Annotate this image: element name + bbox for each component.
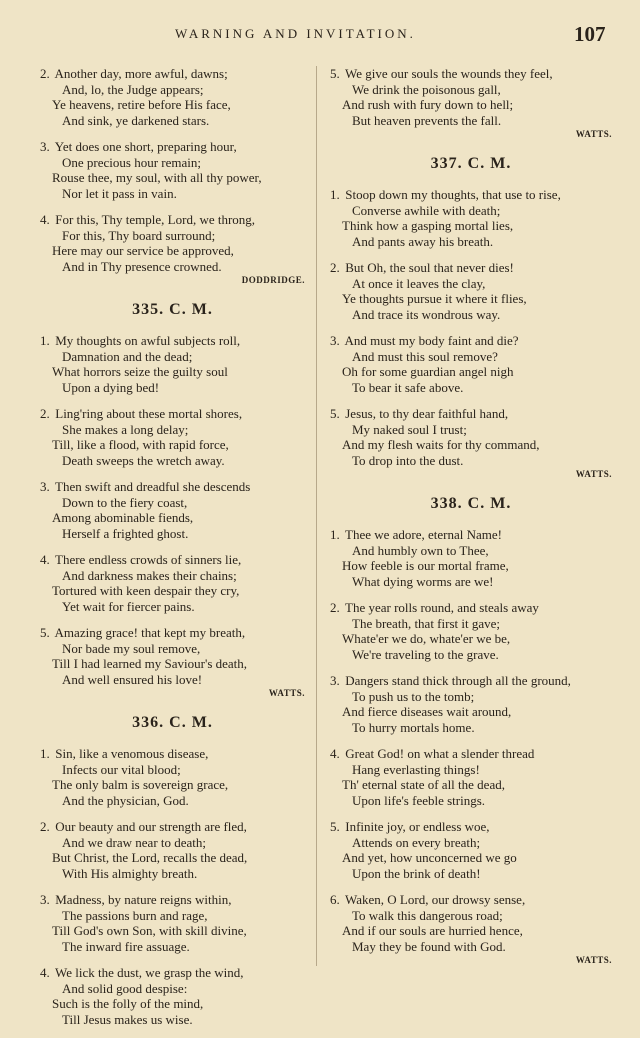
verse-text: Tortured with keen despair they cry, — [52, 583, 240, 598]
verse-text: And we draw near to death; — [62, 834, 207, 850]
verse-line — [40, 599, 305, 615]
verse-text: Death sweeps the wretch away. — [62, 452, 225, 468]
verse-text: And fierce diseases wait around, — [342, 704, 512, 719]
hymn-title-336: 336. C. M. — [132, 714, 213, 731]
verse-line — [40, 212, 305, 228]
verse-text: For this, Thy temple, Lord, we throng, — [55, 212, 256, 227]
stanza — [40, 746, 305, 808]
verse-line — [40, 981, 305, 997]
verse-text: Ling'ring about these mortal shores, — [55, 406, 243, 421]
continued-hymn — [330, 66, 612, 128]
verse-text: Th' eternal state of all the dead, — [342, 777, 505, 792]
verse-line — [330, 939, 612, 955]
verse-text: And my flesh waits for thy command, — [342, 437, 540, 452]
verse-text: And humbly own to Thee, — [352, 542, 489, 558]
verse-text: May they be found with God. — [352, 938, 506, 954]
stanza — [330, 187, 612, 249]
verse-line — [330, 574, 612, 590]
verse-text: Our beauty and our strength are fled, — [55, 819, 247, 834]
verse-line — [40, 113, 305, 129]
verse-text: Think how a gasping mortal lies, — [342, 218, 514, 233]
verse-text: Another day, more awful, dawns; — [54, 66, 228, 81]
verse-line — [330, 203, 612, 219]
verse-line — [330, 720, 612, 736]
stanza — [330, 260, 612, 322]
stanza — [40, 625, 305, 687]
stanza-number: 1. — [40, 333, 50, 348]
verse-line — [330, 746, 612, 762]
verse-line — [330, 380, 612, 396]
verse-text: To bear it safe above. — [352, 379, 464, 395]
verse-line — [330, 97, 612, 113]
verse-line — [330, 850, 612, 866]
verse-line — [330, 260, 612, 276]
stanza-number: 4. — [40, 552, 50, 567]
verse-text: How feeble is our mortal frame, — [342, 558, 509, 573]
verse-line — [40, 437, 305, 453]
verse-line — [40, 819, 305, 835]
verse-text: Upon life's feeble strings. — [352, 792, 486, 808]
stanza-number: 2. — [40, 819, 50, 834]
stanza-number: 1. — [330, 527, 340, 542]
stanza — [330, 527, 612, 589]
verse-line — [40, 866, 305, 882]
verse-line — [40, 641, 305, 657]
verse-text: Infects our vital blood; — [62, 761, 181, 777]
verse-line — [40, 349, 305, 365]
stanza-number: 5. — [330, 406, 340, 421]
verse-text: Amazing grace! that kept my breath, — [54, 625, 246, 640]
verse-text: The year rolls round, and steals away — [345, 600, 539, 615]
stanza-number: 5. — [330, 819, 340, 834]
hymn-335 — [40, 333, 305, 687]
verse-text: Infinite joy, or endless woe, — [345, 819, 490, 834]
hymn-title-337: 337. C. M. — [430, 155, 512, 172]
stanza — [330, 600, 612, 662]
verse-line — [330, 187, 612, 203]
verse-text: And must my body faint and die? — [344, 333, 519, 348]
verse-text: We lick the dust, we grasp the wind, — [55, 965, 244, 980]
verse-text: Hang everlasting things! — [352, 761, 480, 777]
stanza-number: 3. — [40, 139, 50, 154]
verse-line — [330, 835, 612, 851]
stanza — [40, 892, 305, 954]
stanza-number: 1. — [330, 187, 340, 202]
running-title: WARNING AND INVITATION. — [175, 26, 416, 41]
hymn-title-338: 338. C. M. — [430, 495, 512, 512]
page-number: 107 — [574, 22, 606, 46]
stanza — [330, 333, 612, 395]
stanza-number: 1. — [40, 746, 50, 761]
verse-text: Till God's own Son, with skill divine, — [52, 923, 247, 938]
verse-line — [330, 762, 612, 778]
verse-text: But Christ, the Lord, recalls the dead, — [52, 850, 248, 865]
verse-text: Ye heavens, retire before His face, — [52, 97, 231, 112]
stanza-number: 3. — [40, 892, 50, 907]
verse-line — [330, 291, 612, 307]
verse-text: But Oh, the soul that never dies! — [345, 260, 514, 275]
verse-text: With His almighty breath. — [62, 865, 198, 881]
hymn-author: WATTS. — [575, 955, 612, 965]
verse-line — [330, 908, 612, 924]
verse-line — [330, 437, 612, 453]
stanza — [330, 746, 612, 808]
verse-line — [40, 923, 305, 939]
verse-line — [330, 704, 612, 720]
verse-text: My thoughts on awful subjects roll, — [55, 333, 241, 348]
verse-line — [40, 82, 305, 98]
verse-text: Damnation and the dead; — [62, 348, 193, 364]
verse-line — [40, 793, 305, 809]
verse-line — [330, 276, 612, 292]
stanza-number: 5. — [40, 625, 50, 640]
verse-line — [330, 866, 612, 882]
verse-text: But heaven prevents the fall. — [352, 112, 502, 128]
stanza — [330, 819, 612, 881]
stanza-number: 3. — [40, 479, 50, 494]
stanza-number: 4. — [330, 746, 340, 761]
verse-text: Till Jesus makes us wise. — [62, 1011, 193, 1027]
stanza — [40, 139, 305, 201]
verse-text: To drop into the dust. — [352, 452, 464, 468]
stanza-number: 5. — [330, 66, 340, 81]
verse-line — [330, 923, 612, 939]
verse-line — [40, 66, 305, 82]
verse-line — [330, 82, 612, 98]
verse-line — [40, 835, 305, 851]
verse-text: Whate'er we do, whate'er we be, — [342, 631, 511, 646]
stanza-number: 2. — [40, 66, 50, 81]
verse-text: Then swift and dreadful she descends — [55, 479, 251, 494]
verse-line — [40, 422, 305, 438]
verse-text: Oh for some guardian angel nigh — [342, 364, 514, 379]
stanza-number: 3. — [330, 333, 340, 348]
verse-line — [40, 656, 305, 672]
verse-text: What horrors seize the guilty soul — [52, 364, 228, 379]
verse-text: And must this soul remove? — [352, 348, 498, 364]
verse-line — [330, 307, 612, 323]
verse-text: To push us to the tomb; — [352, 688, 475, 704]
verse-text: Waken, O Lord, our drowsy sense, — [345, 892, 526, 907]
verse-line — [40, 364, 305, 380]
verse-text: Such is the folly of the mind, — [52, 996, 204, 1011]
verse-text: Yet does one short, preparing hour, — [54, 139, 237, 154]
verse-text: And trace its wondrous way. — [352, 306, 501, 322]
verse-line — [40, 568, 305, 584]
stanza-number: 4. — [40, 965, 50, 980]
verse-line — [40, 186, 305, 202]
verse-text: Ye thoughts pursue it where it flies, — [342, 291, 527, 306]
stanza-number: 6. — [330, 892, 340, 907]
verse-text: The inward fire assuage. — [62, 938, 190, 954]
stanza — [330, 892, 612, 954]
verse-text: Jesus, to thy dear faithful hand, — [345, 406, 509, 421]
verse-line — [40, 510, 305, 526]
verse-line — [40, 333, 305, 349]
hymn-author: WATTS. — [575, 129, 612, 139]
page-header — [0, 20, 640, 50]
stanza-number: 4. — [40, 212, 50, 227]
stanza — [40, 406, 305, 468]
verse-text: And if our souls are hurried hence, — [342, 923, 523, 938]
hymn-338 — [330, 527, 612, 954]
verse-text: One precious hour remain; — [62, 154, 201, 170]
verse-line — [330, 406, 612, 422]
verse-text: Yet wait for fiercer pains. — [62, 598, 195, 614]
verse-text: At once it leaves the clay, — [352, 275, 486, 291]
verse-line — [40, 170, 305, 186]
verse-text: And the physician, God. — [62, 792, 189, 808]
verse-line — [40, 746, 305, 762]
verse-line — [330, 819, 612, 835]
stanza-number: 2. — [330, 600, 340, 615]
verse-text: And well ensured his love! — [62, 671, 203, 687]
hymn-337 — [330, 187, 612, 468]
verse-line — [40, 406, 305, 422]
hymn-336 — [40, 746, 305, 1027]
verse-line — [330, 600, 612, 616]
verse-line — [330, 453, 612, 469]
stanza — [40, 552, 305, 614]
verse-text: Nor bade my soul remove, — [62, 640, 201, 656]
verse-line — [330, 234, 612, 250]
verse-line — [40, 380, 305, 396]
verse-text: Rouse thee, my soul, with all thy power, — [52, 170, 262, 185]
continued-hymn — [40, 66, 305, 274]
verse-line — [330, 333, 612, 349]
verse-line — [330, 647, 612, 663]
stanza — [330, 66, 612, 128]
stanza — [40, 479, 305, 541]
verse-line — [40, 526, 305, 542]
verse-text: Thee we adore, eternal Name! — [345, 527, 503, 542]
stanza-number: 3. — [330, 673, 340, 688]
verse-line — [40, 996, 305, 1012]
verse-text: Among abominable fiends, — [52, 510, 194, 525]
verse-line — [40, 939, 305, 955]
verse-text: Till, like a flood, with rapid force, — [52, 437, 229, 452]
verse-line — [330, 527, 612, 543]
verse-line — [40, 495, 305, 511]
verse-line — [330, 364, 612, 380]
verse-line — [330, 349, 612, 365]
verse-text: And sink, ye darkened stars. — [62, 112, 210, 128]
verse-text: Stoop down my thoughts, that use to rise, — [345, 187, 561, 202]
verse-line — [40, 850, 305, 866]
verse-text: Upon the brink of death! — [352, 865, 481, 881]
verse-line — [40, 228, 305, 244]
verse-text: Sin, like a venomous disease, — [55, 746, 209, 761]
verse-line — [330, 616, 612, 632]
verse-text: Here may our service be approved, — [52, 243, 234, 258]
verse-text: We give our souls the wounds they feel, — [345, 66, 553, 81]
verse-text: Madness, by nature reigns within, — [55, 892, 232, 907]
stanza — [40, 965, 305, 1027]
verse-text: To hurry mortals home. — [352, 719, 475, 735]
verse-line — [330, 689, 612, 705]
hymn-title-335: 335. C. M. — [132, 301, 213, 318]
verse-text: What dying worms are we! — [352, 573, 494, 589]
verse-line — [40, 1012, 305, 1028]
verse-line — [330, 673, 612, 689]
left-column — [40, 66, 305, 1038]
hymn-author: WATTS. — [575, 469, 612, 479]
verse-line — [40, 453, 305, 469]
verse-text: And in Thy presence crowned. — [62, 258, 222, 274]
verse-line — [40, 155, 305, 171]
stanza — [330, 673, 612, 735]
verse-line — [40, 259, 305, 275]
verse-line — [330, 793, 612, 809]
verse-text: Herself a frighted ghost. — [62, 525, 189, 541]
verse-line — [330, 543, 612, 559]
stanza — [330, 406, 612, 468]
verse-line — [40, 908, 305, 924]
verse-text: And solid good despise: — [62, 980, 188, 996]
verse-text: Dangers stand thick through all the ground, — [345, 673, 571, 688]
verse-line — [40, 583, 305, 599]
hymn-author: DODDRIDGE. — [241, 275, 305, 285]
verse-line — [330, 892, 612, 908]
verse-text: We're traveling to the grave. — [352, 646, 499, 662]
verse-text: Till I had learned my Saviour's death, — [52, 656, 248, 671]
stanza — [40, 819, 305, 881]
stanza — [40, 66, 305, 128]
verse-text: The only balm is sovereign grace, — [52, 777, 229, 792]
stanza-number: 2. — [40, 406, 50, 421]
column-divider — [316, 66, 317, 966]
verse-text: My naked soul I trust; — [352, 421, 467, 437]
verse-text: And pants away his breath. — [352, 233, 494, 249]
verse-text: The breath, that first it gave; — [352, 615, 501, 631]
hymn-author: WATTS. — [268, 688, 305, 698]
verse-line — [40, 479, 305, 495]
verse-line — [40, 777, 305, 793]
verse-line — [330, 218, 612, 234]
verse-text: Down to the fiery coast, — [62, 494, 188, 510]
verse-line — [330, 558, 612, 574]
verse-text: Nor let it pass in vain. — [62, 185, 177, 201]
verse-text: Attends on every breath; — [352, 834, 481, 850]
verse-text: For this, Thy board surround; — [62, 227, 216, 243]
verse-line — [40, 97, 305, 113]
verse-line — [40, 552, 305, 568]
verse-text: She makes a long delay; — [62, 421, 189, 437]
verse-line — [330, 66, 612, 82]
stanza — [40, 333, 305, 395]
verse-text: And, lo, the Judge appears; — [62, 81, 204, 97]
verse-line — [40, 762, 305, 778]
verse-text: Great God! on what a slender thread — [345, 746, 535, 761]
verse-line — [330, 113, 612, 129]
verse-line — [40, 892, 305, 908]
verse-line — [40, 672, 305, 688]
verse-line — [40, 625, 305, 641]
verse-line — [40, 139, 305, 155]
verse-line — [330, 631, 612, 647]
verse-text: Upon a dying bed! — [62, 379, 160, 395]
verse-text: And yet, how unconcerned we go — [342, 850, 517, 865]
stanza — [40, 212, 305, 274]
verse-line — [40, 243, 305, 259]
verse-text: The passions burn and rage, — [62, 907, 208, 923]
verse-text: Converse awhile with death; — [352, 202, 501, 218]
verse-text: We drink the poisonous gall, — [352, 81, 501, 97]
verse-text: To walk this dangerous road; — [352, 907, 503, 923]
verse-text: There endless crowds of sinners lie, — [55, 552, 242, 567]
right-column — [330, 66, 612, 977]
verse-text: And darkness makes their chains; — [62, 567, 237, 583]
verse-line — [40, 965, 305, 981]
verse-line — [330, 422, 612, 438]
verse-line — [330, 777, 612, 793]
stanza-number: 2. — [330, 260, 340, 275]
verse-text: And rush with fury down to hell; — [342, 97, 514, 112]
